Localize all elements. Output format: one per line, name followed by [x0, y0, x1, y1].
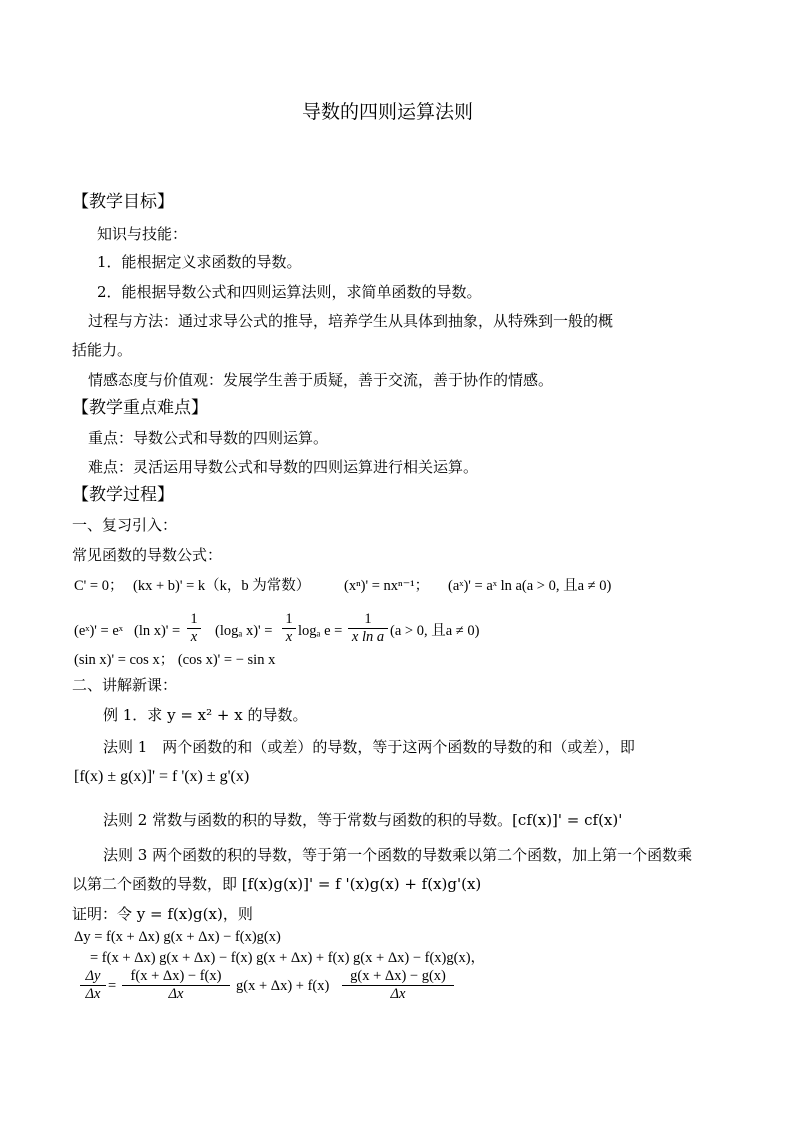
proof-intro: 证明：令 y = f(x)g(x)，则 — [72, 905, 253, 923]
fraction-ln: $\frac{1}{x}$ — [187, 611, 201, 646]
new-lesson-line: 二、讲解新课： — [72, 676, 178, 694]
formula-trig: (sin x)' = cos x； (cos x)' = − sin x — [74, 652, 276, 668]
formulas-label: 常见函数的导数公式： — [72, 546, 223, 564]
quotient-g-fraction: $\frac{g(x + \Delta x) - g(x)}{\Delta x}$ — [342, 968, 454, 1003]
rule-2-text: 法则 2 常数与函数的积的导数，等于常数与函数的积的导数。[cf(x)]' = cf(x)' — [103, 811, 623, 829]
proof-delta-1: Δy = f(x + Δx) g(x + Δx) − f(x)g(x) — [74, 929, 281, 945]
formula-linear: (kx + b)' = k（k，b 为常数） — [133, 578, 311, 594]
goal-item-1: 1．能根据定义求函数的导数。 — [97, 253, 302, 271]
formula-exp-e: (eˣ)' = eˣ — [74, 623, 123, 639]
rule-1-formula: [f(x) ± g(x)]' = f '(x) ± g'(x) — [74, 768, 250, 785]
quotient-f-fraction: $\frac{f(x + \Delta x) - f(x)}{\Delta x}$ — [122, 968, 230, 1003]
quotient-equals: = — [108, 978, 117, 994]
knowledge-label: 知识与技能： — [97, 225, 188, 243]
formula-log: (logₐ x)' = — [215, 623, 273, 639]
formula-log-condition: (a > 0, 且a ≠ 0) — [390, 623, 480, 639]
proof-delta-2: = f(x + Δx) g(x + Δx) − f(x) g(x + Δx) + f(x) g(x + Δx) − f(x)g(x)， — [90, 950, 486, 966]
rule-3-line1: 法则 3 两个函数的积的导数，等于第一个函数的导数乘以第二个函数，加上第一个函数乘 — [103, 846, 693, 864]
process-heading: 【教学过程】 — [72, 485, 174, 505]
review-line: 一、复习引入： — [72, 516, 178, 534]
quotient-middle: g(x + Δx) + f(x) — [236, 978, 330, 994]
goals-heading: 【教学目标】 — [72, 192, 174, 212]
formula-power: (xⁿ)' = nxⁿ⁻¹； — [344, 578, 430, 594]
formula-log-tail: logₐ e = — [298, 623, 343, 639]
key-heading: 【教学重点难点】 — [72, 398, 208, 418]
rule-1-text: 法则 1 两个函数的和（或差）的导数，等于这两个函数的导数的和（或差），即 — [103, 738, 635, 756]
attitude-line: 情感态度与价值观：发展学生善于质疑，善于交流，善于协作的情感。 — [88, 371, 554, 389]
focus-line: 重点：导数公式和导数的四则运算。 — [88, 429, 329, 447]
formula-constant: C' = 0； — [74, 578, 124, 594]
quotient-lhs: $\frac{\Delta y}{\Delta x}$ — [80, 968, 106, 1003]
difficulty-line: 难点：灵活运用导数公式和导数的四则运算进行相关运算。 — [88, 458, 479, 476]
fraction-log-e: $\frac{1}{\text{x ln a}}$ — [348, 611, 388, 646]
formula-ln: (ln x)' = — [134, 623, 181, 639]
formula-exponential: (aˣ)' = aˣ ln a(a > 0, 且a ≠ 0) — [448, 578, 612, 594]
process-method-line1: 过程与方法：通过求导公式的推导，培养学生从具体到抽象，从特殊到一般的概 — [88, 312, 614, 330]
page-title: 导数的四则运算法则 — [302, 101, 474, 123]
fraction-log: $\frac{1}{x}$ — [282, 611, 296, 646]
process-method-line2: 括能力。 — [72, 341, 133, 359]
example-1: 例 1．求 y = x² + x 的导数。 — [103, 706, 308, 724]
rule-3-line2: 以第二个函数的导数，即 [f(x)g(x)]' = f '(x)g(x) + f(x)g'(x) — [72, 875, 482, 893]
goal-item-2: 2．能根据导数公式和四则运算法则，求简单函数的导数。 — [97, 283, 482, 301]
